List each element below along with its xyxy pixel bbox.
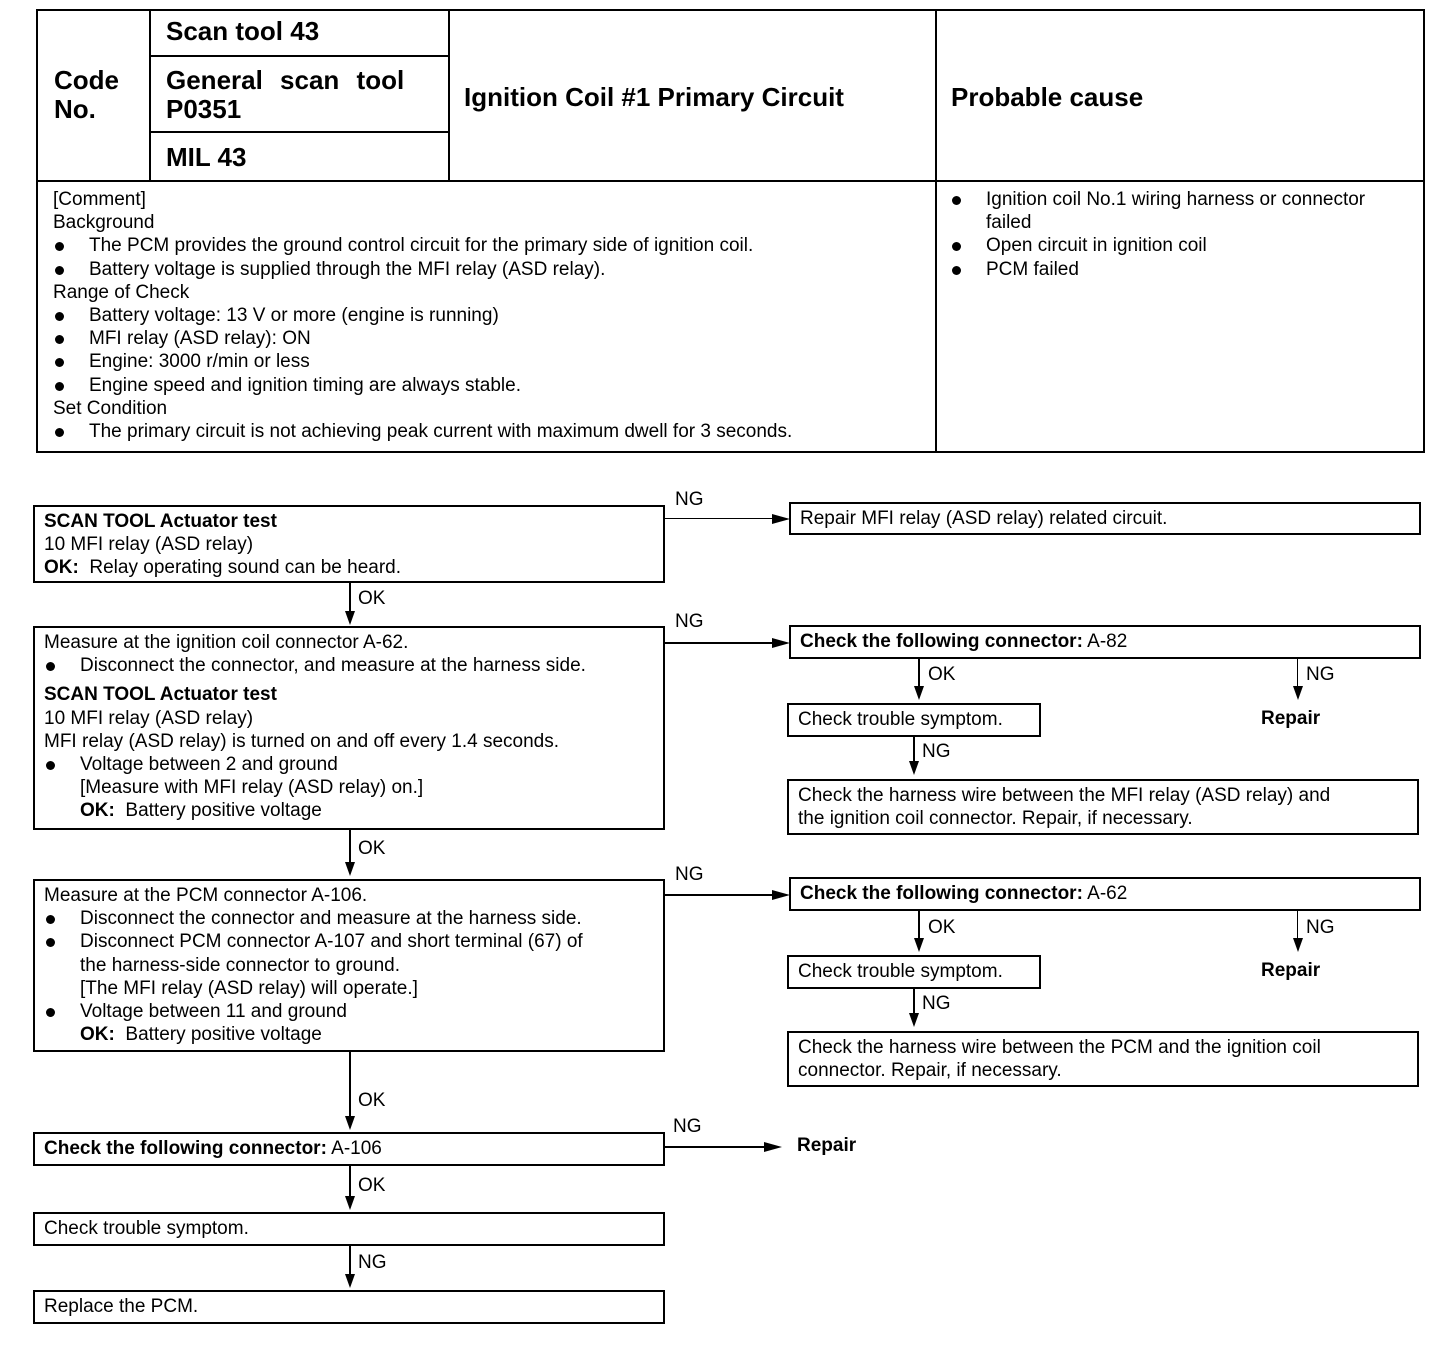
list-item <box>53 350 792 373</box>
step-line: [The MFI relay (ASD relay) will operate.] <box>80 977 418 999</box>
scan-tool-code: Scan tool 43 <box>166 16 320 46</box>
bullet-icon <box>952 242 961 251</box>
arrow-down-icon <box>345 1116 355 1130</box>
arrow-right-icon <box>772 890 790 900</box>
ng-label: NG <box>358 1252 387 1273</box>
step-line: Replace the PCM. <box>44 1296 199 1317</box>
connector-value: A-82 <box>1087 631 1128 652</box>
connector-check <box>800 630 1410 653</box>
divider <box>149 55 449 57</box>
divider <box>36 180 1425 182</box>
connector-line <box>665 894 773 896</box>
general-scan-tool-code <box>166 66 428 124</box>
trouble-symptom-box <box>787 955 1041 989</box>
connector-line <box>1297 911 1298 941</box>
ok-label: OK: <box>80 800 115 822</box>
connector-label: Check the following connector: <box>800 883 1083 904</box>
arrow-down-icon <box>1293 938 1303 952</box>
result-text: the ignition coil connector. Repair, if necessary. <box>798 808 1193 830</box>
harness-check-box <box>787 779 1419 835</box>
list-item <box>950 188 1365 211</box>
repair-label: Repair <box>1261 960 1321 981</box>
bullet-icon <box>55 312 64 321</box>
result-text: Check trouble symptom. <box>798 961 1003 982</box>
connector-line <box>913 737 915 763</box>
list-item <box>53 258 792 281</box>
list-item <box>53 327 792 350</box>
list-item <box>44 930 654 953</box>
harness-check-box <box>787 1031 1419 1087</box>
ok-label: OK <box>358 838 386 859</box>
step5-trouble-symptom-box <box>33 1212 665 1246</box>
divider <box>149 131 449 133</box>
arrow-right-icon <box>764 1142 782 1152</box>
bullet-icon <box>55 335 64 344</box>
connector-line <box>349 1166 351 1199</box>
list-item-text: Engine: 3000 r/min or less <box>89 351 310 373</box>
step-title: SCAN TOOL Actuator test <box>44 684 277 706</box>
ok-label: OK <box>928 664 956 685</box>
step-line: Measure at the PCM connector A-106. <box>44 885 368 906</box>
connector-value: A-106 <box>331 1138 382 1159</box>
step3-ng-connector-box <box>789 877 1421 911</box>
list-item-text: The primary circuit is not achieving peak current with maximum dwell for 3 seconds. <box>89 421 793 443</box>
ng-label: NG <box>673 1116 702 1137</box>
ng-label: NG <box>1306 664 1335 685</box>
list-item-text: Voltage between 2 and ground <box>80 754 338 776</box>
list-item-text: MFI relay (ASD relay): ON <box>89 328 311 350</box>
connector-line <box>665 1146 765 1148</box>
bullet-icon <box>55 266 64 275</box>
connector-check <box>44 1137 654 1160</box>
connector-line <box>918 911 920 941</box>
bullet-icon <box>55 242 64 251</box>
result-text: connector. Repair, if necessary. <box>798 1060 1062 1082</box>
set-condition-heading: Set Condition <box>53 397 168 419</box>
list-item-text: Battery voltage: 13 V or more (engine is running) <box>89 305 499 327</box>
result-text: Repair MFI relay (ASD relay) related circuit. <box>800 508 1168 529</box>
list-item <box>44 753 654 776</box>
bullet-icon <box>55 428 64 437</box>
list-item-text: The PCM provides the ground control circuit for the primary side of ignition coil. <box>89 235 754 257</box>
list-item-text: Battery voltage is supplied through the MFI relay (ASD relay). <box>89 258 606 280</box>
step-line: Check trouble symptom. <box>44 1218 249 1239</box>
step-line: [Measure with MFI relay (ASD relay) on.] <box>80 777 424 799</box>
arrow-down-icon <box>914 686 924 700</box>
list-item <box>950 258 1365 281</box>
list-item <box>44 907 654 930</box>
ng-label: NG <box>922 993 951 1014</box>
list-item-text: Voltage between 11 and ground <box>80 1001 347 1023</box>
ok-criteria <box>44 799 654 822</box>
connector-value: A-62 <box>1087 883 1128 904</box>
step-line: the harness-side connector to ground. <box>80 954 401 976</box>
repair-label: Repair <box>1261 708 1321 729</box>
list-item <box>53 374 792 397</box>
bullet-icon <box>46 938 55 947</box>
ng-label: NG <box>675 611 704 632</box>
ok-criteria <box>44 1023 654 1046</box>
connector-line <box>349 830 351 865</box>
arrow-down-icon <box>345 862 355 876</box>
repair-label: Repair <box>797 1135 857 1156</box>
ok-text: Battery positive voltage <box>125 800 322 822</box>
ok-text: Relay operating sound can be heard. <box>89 557 401 579</box>
ok-label: OK: <box>80 1024 115 1046</box>
list-item-text: Disconnect the connector, and measure at the harness side. <box>80 655 586 677</box>
background-heading: Background <box>53 212 155 234</box>
ok-text: Battery positive voltage <box>125 1024 322 1046</box>
connector-check <box>800 882 1410 905</box>
step-line: Measure at the ignition coil connector A-62. <box>44 632 409 653</box>
list-item <box>44 654 654 677</box>
ng-label: NG <box>1306 917 1335 938</box>
connector-line <box>349 1052 351 1119</box>
connector-line <box>349 1246 351 1277</box>
list-item <box>53 304 792 327</box>
connector-line <box>913 989 915 1015</box>
list-item-text: Engine speed and ignition timing are always stable. <box>89 374 521 396</box>
step2-measure-box <box>33 626 665 830</box>
divider <box>149 9 151 182</box>
list-item <box>53 420 792 443</box>
ng-label: NG <box>675 864 704 885</box>
list-item-text: PCM failed <box>986 258 1079 280</box>
trouble-symptom-box <box>787 703 1041 737</box>
bullet-icon <box>46 915 55 924</box>
mil-code: MIL 43 <box>166 142 247 172</box>
arrow-down-icon <box>345 611 355 625</box>
arrow-down-icon <box>345 1274 355 1288</box>
connector-line <box>918 659 920 689</box>
connector-label: Check the following connector: <box>800 631 1083 652</box>
connector-label: Check the following connector: <box>44 1138 327 1159</box>
step1-actuator-test-box <box>33 505 665 583</box>
step-title: SCAN TOOL Actuator test <box>44 511 277 532</box>
step-line: 10 MFI relay (ASD relay) <box>44 534 254 556</box>
step-line: 10 MFI relay (ASD relay) <box>44 707 254 729</box>
result-text: Check the harness wire between the MFI relay (ASD relay) and <box>798 785 1331 806</box>
bullet-icon <box>55 358 64 367</box>
code-number-label <box>54 66 119 124</box>
list-item <box>950 234 1365 257</box>
arrow-down-icon <box>1293 686 1303 700</box>
list-item-continuation: failed <box>986 212 1032 234</box>
divider <box>448 9 450 182</box>
obd-code: P0351 <box>166 94 242 124</box>
page-title: Ignition Coil #1 Primary Circuit <box>464 82 844 112</box>
bullet-icon <box>55 382 64 391</box>
ok-label: OK <box>358 1175 386 1196</box>
ok-label: OK <box>928 917 956 938</box>
bullet-icon <box>952 266 961 275</box>
list-item <box>44 1000 654 1023</box>
comment-heading: [Comment] <box>53 189 146 210</box>
result-text: Check trouble symptom. <box>798 709 1003 730</box>
probable-cause-list <box>950 188 1365 281</box>
step-line: MFI relay (ASD relay) is turned on and off every 1.4 seconds. <box>44 730 559 752</box>
arrow-down-icon <box>909 1013 919 1027</box>
divider <box>935 9 937 453</box>
ok-label: OK: <box>44 557 79 579</box>
bullet-icon <box>952 196 961 205</box>
list-item-text: Open circuit in ignition coil <box>986 235 1207 257</box>
bullet-icon <box>46 761 55 770</box>
arrow-down-icon <box>909 761 919 775</box>
step1-ng-result-box <box>789 502 1421 535</box>
ok-criteria <box>44 556 654 579</box>
ng-label: NG <box>922 741 951 762</box>
connector-line <box>665 518 773 519</box>
arrow-down-icon <box>914 938 924 952</box>
step2-ng-connector-box <box>789 625 1421 659</box>
bullet-icon <box>46 1008 55 1017</box>
probable-cause-heading: Probable cause <box>951 82 1144 112</box>
list-item <box>53 234 792 257</box>
bullet-icon <box>46 662 55 671</box>
ok-label: OK <box>358 588 386 609</box>
general-scan-tool-label: General scan tool <box>166 65 405 95</box>
connector-line <box>665 642 773 644</box>
list-item-text: Disconnect PCM connector A-107 and short terminal (67) of <box>80 931 583 953</box>
list-item-text: Ignition coil No.1 wiring harness or connector <box>986 189 1366 210</box>
result-text: Check the harness wire between the PCM and the ignition coil <box>798 1037 1321 1058</box>
list-item-text: Disconnect the connector and measure at the harness side. <box>80 908 582 930</box>
step4-connector-box <box>33 1132 665 1166</box>
arrow-right-icon <box>772 638 790 648</box>
step6-replace-pcm-box <box>33 1290 665 1324</box>
arrow-right-icon <box>772 514 790 524</box>
connector-line <box>349 583 351 613</box>
ok-label: OK <box>358 1090 386 1111</box>
connector-line <box>1297 659 1298 689</box>
comment-section <box>53 188 792 443</box>
ng-label: NG <box>675 489 704 510</box>
arrow-down-icon <box>345 1196 355 1210</box>
range-heading: Range of Check <box>53 281 190 303</box>
code-label-line: No. <box>54 94 96 124</box>
step3-measure-box <box>33 879 665 1052</box>
code-label-line: Code <box>54 65 119 95</box>
